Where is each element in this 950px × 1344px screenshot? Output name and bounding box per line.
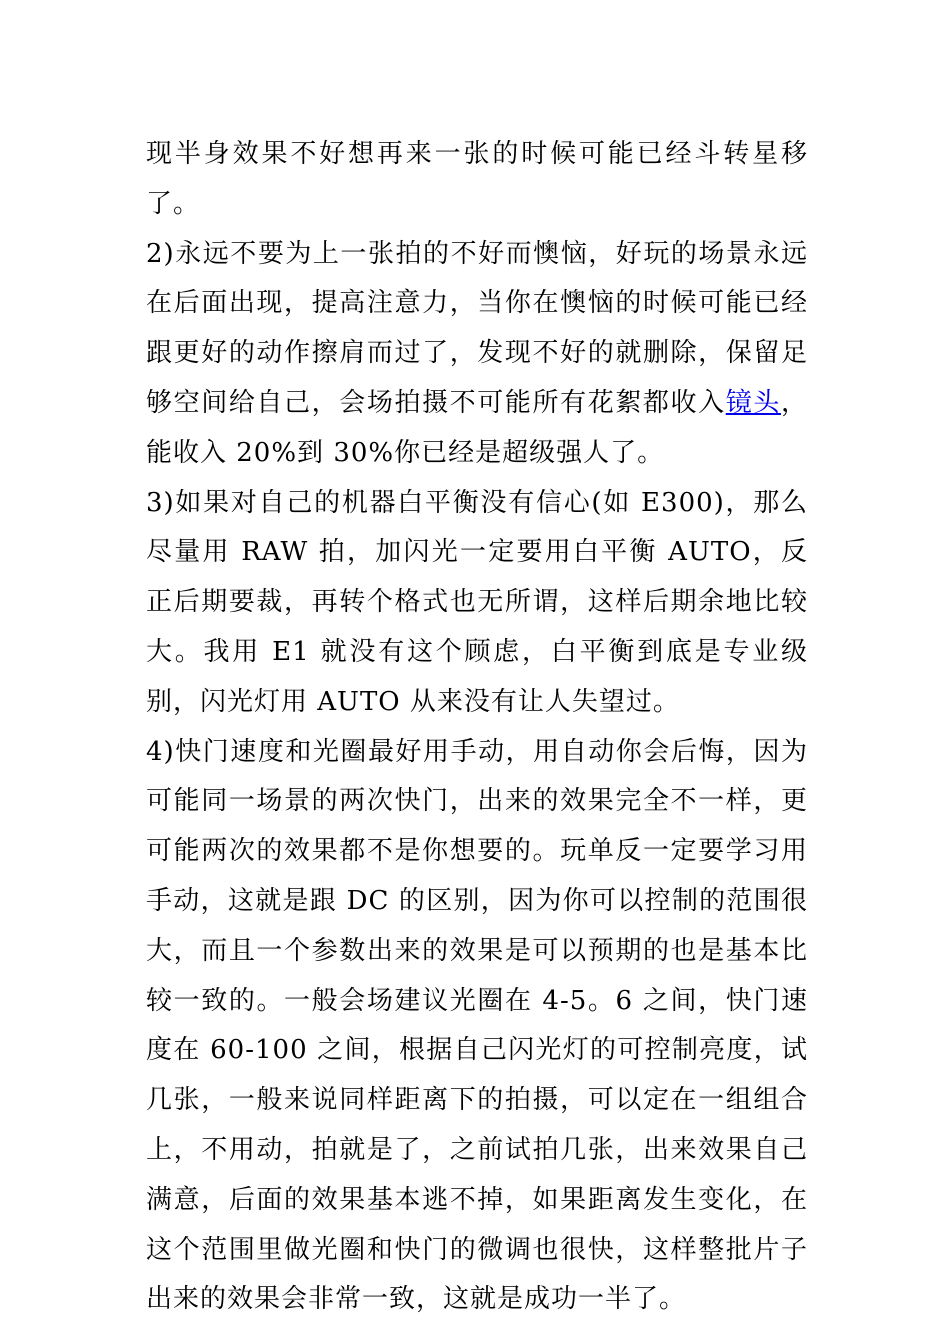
paragraph-2-text-before: 2)永远不要为上一张拍的不好而懊恼，好玩的场景永远在后面出现，提高注意力，当你在懊恼的时候可能已经跟更好的动作擦肩而过了，发现不好的就删除，保留足够空间给自己，会场拍摄不可能所有花絮都收入 — [146, 238, 808, 418]
paragraph-2 — [146, 230, 808, 479]
paragraph-3: 3)如果对自己的机器白平衡没有信心(如 E300)，那么尽量用 RAW 拍，加闪光一定要用白平衡 AUTO，反正后期要裁，再转个格式也无所谓，这样后期余地比较大。我用 E1 就没有这个顾虑，白平衡到底是专业级别，闪光灯用 AUTO 从来没有让人失望过。 — [146, 487, 808, 717]
paragraph-4: 4)快门速度和光圈最好用手动，用自动你会后悔，因为可能同一场景的两次快门，出来的效果完全不一样，更可能两次的效果都不是你想要的。玩单反一定要学习用手动，这就是跟 DC 的区别，因为你可以控制的范围很大，而且一个参数出来的效果是可以预期的也是基本比较一致的。一般会场建议光圈在 4-5。6 之间，快门速度在 60-100 之间，根据自己闪光灯的可控制亮度，试几张，一般来说同样距离下的拍摄，可以定在一组组合上，不用动，拍就是了，之前试拍几张，出来效果自己满意，后面的效果基本逃不掉，如果距离发生变化，在这个范围里做光圈和快门的微调也很快，这样整批片子出来的效果会非常一致，这就是成功一半了。 — [146, 736, 808, 1315]
document-body — [146, 130, 808, 1325]
paragraph-2-text-after: ，能收入 20%到 30%你已经是超级强人了。 — [146, 387, 808, 468]
paragraph-1: 现半身效果不好想再来一张的时候可能已经斗转星移了。 — [146, 139, 808, 219]
lens-link[interactable]: 镜头 — [725, 387, 781, 418]
